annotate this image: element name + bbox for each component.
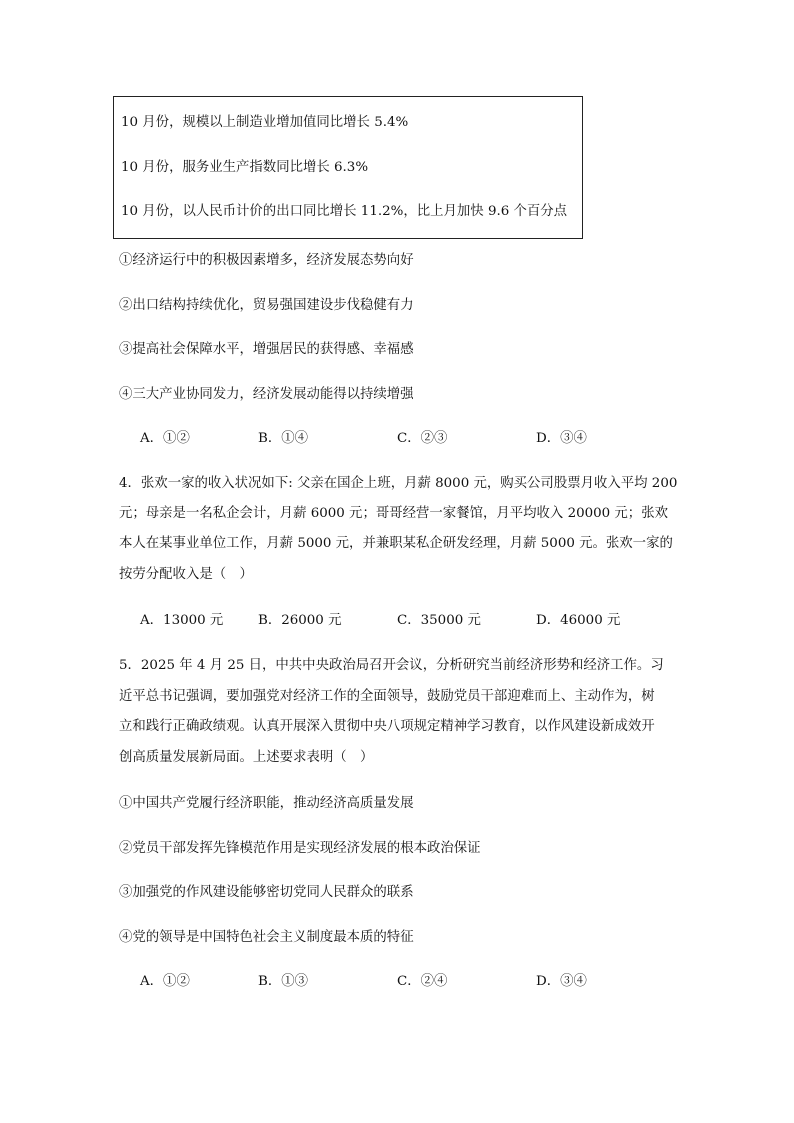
q5-text-line: 近平总书记强调，要加强党对经济工作的全面领导，鼓励党员干部迎难而上、主动作为，树: [119, 689, 655, 704]
box-line: 10 月份，服务业生产指数同比增长 6.3%: [121, 160, 369, 175]
q4-text-line: 元；母亲是一名私企会计，月薪 6000 元；哥哥经营一家餐馆，月平均收入 20000 元；张欢: [119, 506, 668, 521]
q5-option-b: B．①③: [258, 974, 309, 989]
q5-option-d: D．③④: [536, 974, 587, 989]
box-line: 10 月份，以人民币计价的出口同比增长 11.2%，比上月加快 9.6 个百分点: [121, 204, 568, 219]
q3-option-d: D．③④: [536, 431, 587, 446]
q5-text-line: 5．2025 年 4 月 25 日，中共中央政治局召开会议，分析研究当前经济形势和经济工作。习: [119, 658, 664, 673]
q4-option-a: A．13000 元: [140, 613, 224, 628]
q4-option-d: D．46000 元: [536, 613, 621, 628]
q5-statement-4: ④党的领导是中国特色社会主义制度最本质的特征: [119, 930, 414, 945]
q3-statement-4: ④三大产业协同发力，经济发展动能得以持续增强: [119, 387, 414, 402]
q3-statement-3: ③提高社会保障水平，增强居民的获得感、幸福感: [119, 342, 414, 357]
q5-option-c: C．②④: [397, 974, 448, 989]
q3-option-a: A．①②: [140, 431, 190, 446]
data-box: [113, 96, 583, 239]
q4-text-line: 本人在某事业单位工作，月薪 5000 元，并兼职某私企研发经理，月薪 5000 元。张欢一家的: [119, 536, 673, 551]
q4-option-b: B．26000 元: [258, 613, 342, 628]
q3-option-c: C．②③: [397, 431, 448, 446]
q4-text-line: 按劳分配收入是（ ）: [119, 567, 253, 582]
q4-text-line: 4．张欢一家的收入状况如下: 父亲在国企上班，月薪 8000 元，购买公司股票月收入平均 200: [119, 476, 678, 491]
q3-statement-2: ②出口结构持续优化，贸易强国建设步伐稳健有力: [119, 298, 414, 313]
q4-option-c: C．35000 元: [397, 613, 481, 628]
q5-option-a: A．①②: [140, 974, 190, 989]
box-line: 10 月份，规模以上制造业增加值同比增长 5.4%: [121, 115, 409, 130]
q5-text-line: 创高质量发展新局面。上述要求表明（ ）: [119, 750, 374, 765]
q5-statement-3: ③加强党的作风建设能够密切党同人民群众的联系: [119, 885, 414, 900]
q5-statement-1: ①中国共产党履行经济职能，推动经济高质量发展: [119, 796, 414, 811]
q3-option-b: B．①④: [258, 431, 309, 446]
q5-statement-2: ②党员干部发挥先锋模范作用是实现经济发展的根本政治保证: [119, 841, 481, 856]
q5-text-line: 立和践行正确政绩观。认真开展深入贯彻中央八项规定精神学习教育，以作风建设新成效开: [119, 719, 655, 734]
q3-statement-1: ①经济运行中的积极因素增多，经济发展态势向好: [119, 253, 414, 268]
